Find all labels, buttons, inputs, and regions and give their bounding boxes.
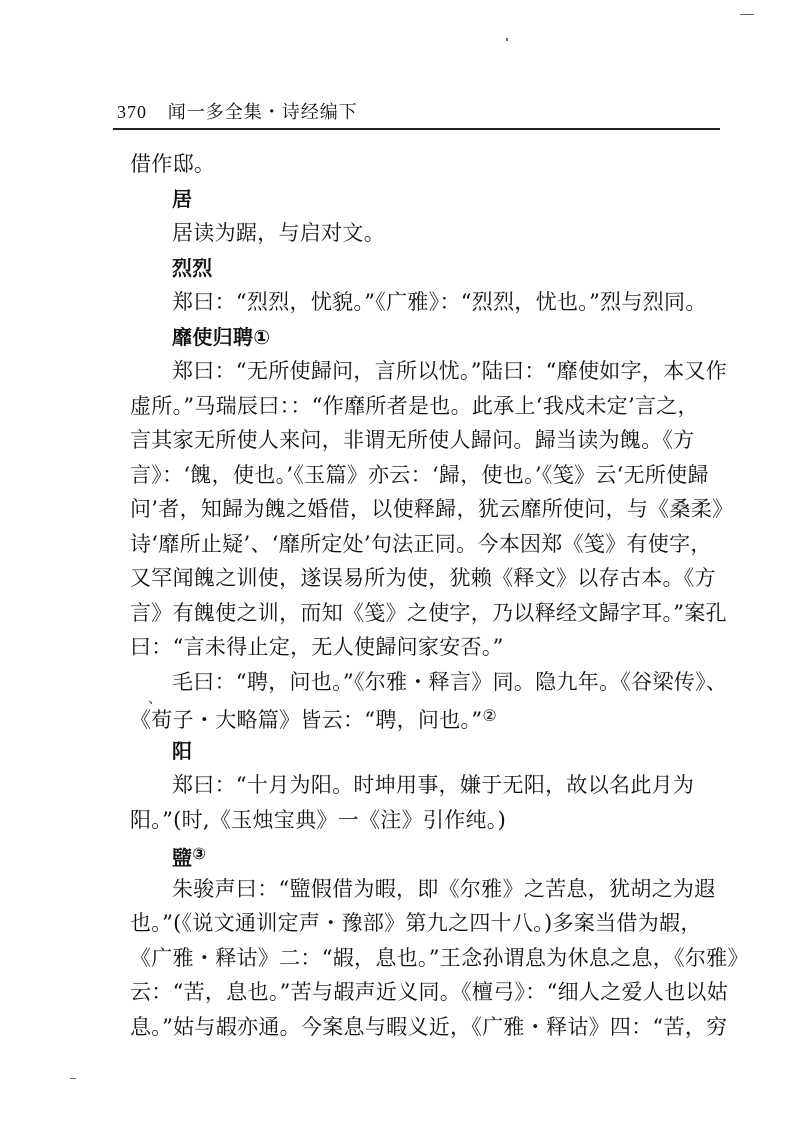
footnote-marker: ② (482, 706, 498, 725)
body-line: 问’者，知歸为餽之婚借，以使释歸，犹云靡所使问，与《桑柔》 (130, 497, 734, 521)
footnote-marker: ① (253, 324, 271, 349)
running-header (117, 98, 358, 124)
body-line: 郑曰：“烈烈，忧貌。”《广雅》：“烈烈，忧也。”烈与烈同。 (172, 290, 707, 314)
body-line: 阳。”(时,《玉烛宝典》一《注》引作纯。) (130, 807, 507, 832)
entry-heading: 阳 (172, 738, 193, 763)
body-line: 毛曰：“聘，问也。”《尔雅・释言》同。隐九年。《谷梁传》、 (172, 669, 728, 694)
entry-heading (130, 320, 730, 355)
body-line: 虚所。”马瑞辰曰：：“作靡所者是也。此承上‘我戍未定’言之， (130, 393, 699, 418)
body-line: 言》有餽使之训，而知《笺》之使字，乃以释经文歸字耳。”案孔 (130, 600, 727, 625)
body-line: 郑曰：“无所使歸问，言所以忧。”陆曰：“靡使如字，本又作 (172, 359, 728, 383)
body-line: 言》：‘餽，使也。’《玉篇》亦云：‘歸，使也。’《笺》云‘无所使歸 (130, 462, 709, 487)
scan-speck (70, 1078, 76, 1079)
body-line: 借作邸。 (130, 152, 216, 176)
body-line: 《广雅・释诂》二：“嘏，息也。”王念孙谓息为休息之息，《尔雅》 (130, 945, 749, 970)
body-line: 也。”(《说文通训定声・豫部》第九之四十八。)多案当借为嘏， (130, 911, 702, 935)
entry-heading (130, 837, 730, 872)
body-line: 曰：“言未得止定，无人使歸问家安否。” (130, 635, 504, 659)
running-title: 闻一多全集・诗经编下 (167, 102, 358, 123)
entry-heading: 烈烈 (172, 255, 213, 280)
body-line: 息。”姑与嘏亦通。今案息与暇义近，《广雅・释诂》四：“苦，穷 (130, 1014, 728, 1039)
entry-heading-text: 盬 (172, 846, 193, 870)
scan-speck (506, 38, 508, 41)
page-number: 370 (117, 102, 147, 122)
entry-heading: 居 (172, 186, 193, 211)
page-body (130, 147, 749, 1044)
header-rule (113, 128, 720, 130)
body-line (130, 699, 730, 734)
body-line: 云：“苦，息也。”苦与嘏声近义同。《檀弓》：“细人之爱人也以姑 (130, 980, 729, 1004)
body-line: 又罕闻餽之训使，遂误易所为使，犹赖《释文》以存古本。《方 (130, 566, 716, 590)
body-line: 郑曰：“十月为阳。时坤用事，嫌于无阳，故以名此月为 (172, 773, 695, 797)
footnote-marker: ③ (192, 844, 207, 863)
body-line: 朱骏声曰：“盬假借为暇，即《尔雅》之苦息，犹胡之为遐 (172, 876, 716, 901)
entry-heading-text: 靡使归聘 (172, 324, 254, 349)
scan-speck (740, 14, 754, 15)
body-line: 诗‘靡所止疑’、‘靡所定处’句法正同。今本因郑《笺》有使字， (130, 531, 712, 556)
margin-mark: 、 (148, 691, 162, 707)
body-line-text: 《荀子・大略篇》皆云：“聘，问也。” (130, 708, 483, 732)
body-line: 言其家无所使人来问，非谓无所使人歸问。歸当读为餽。《方 (130, 428, 695, 452)
body-line: 居读为踞，与启对文。 (172, 221, 385, 245)
